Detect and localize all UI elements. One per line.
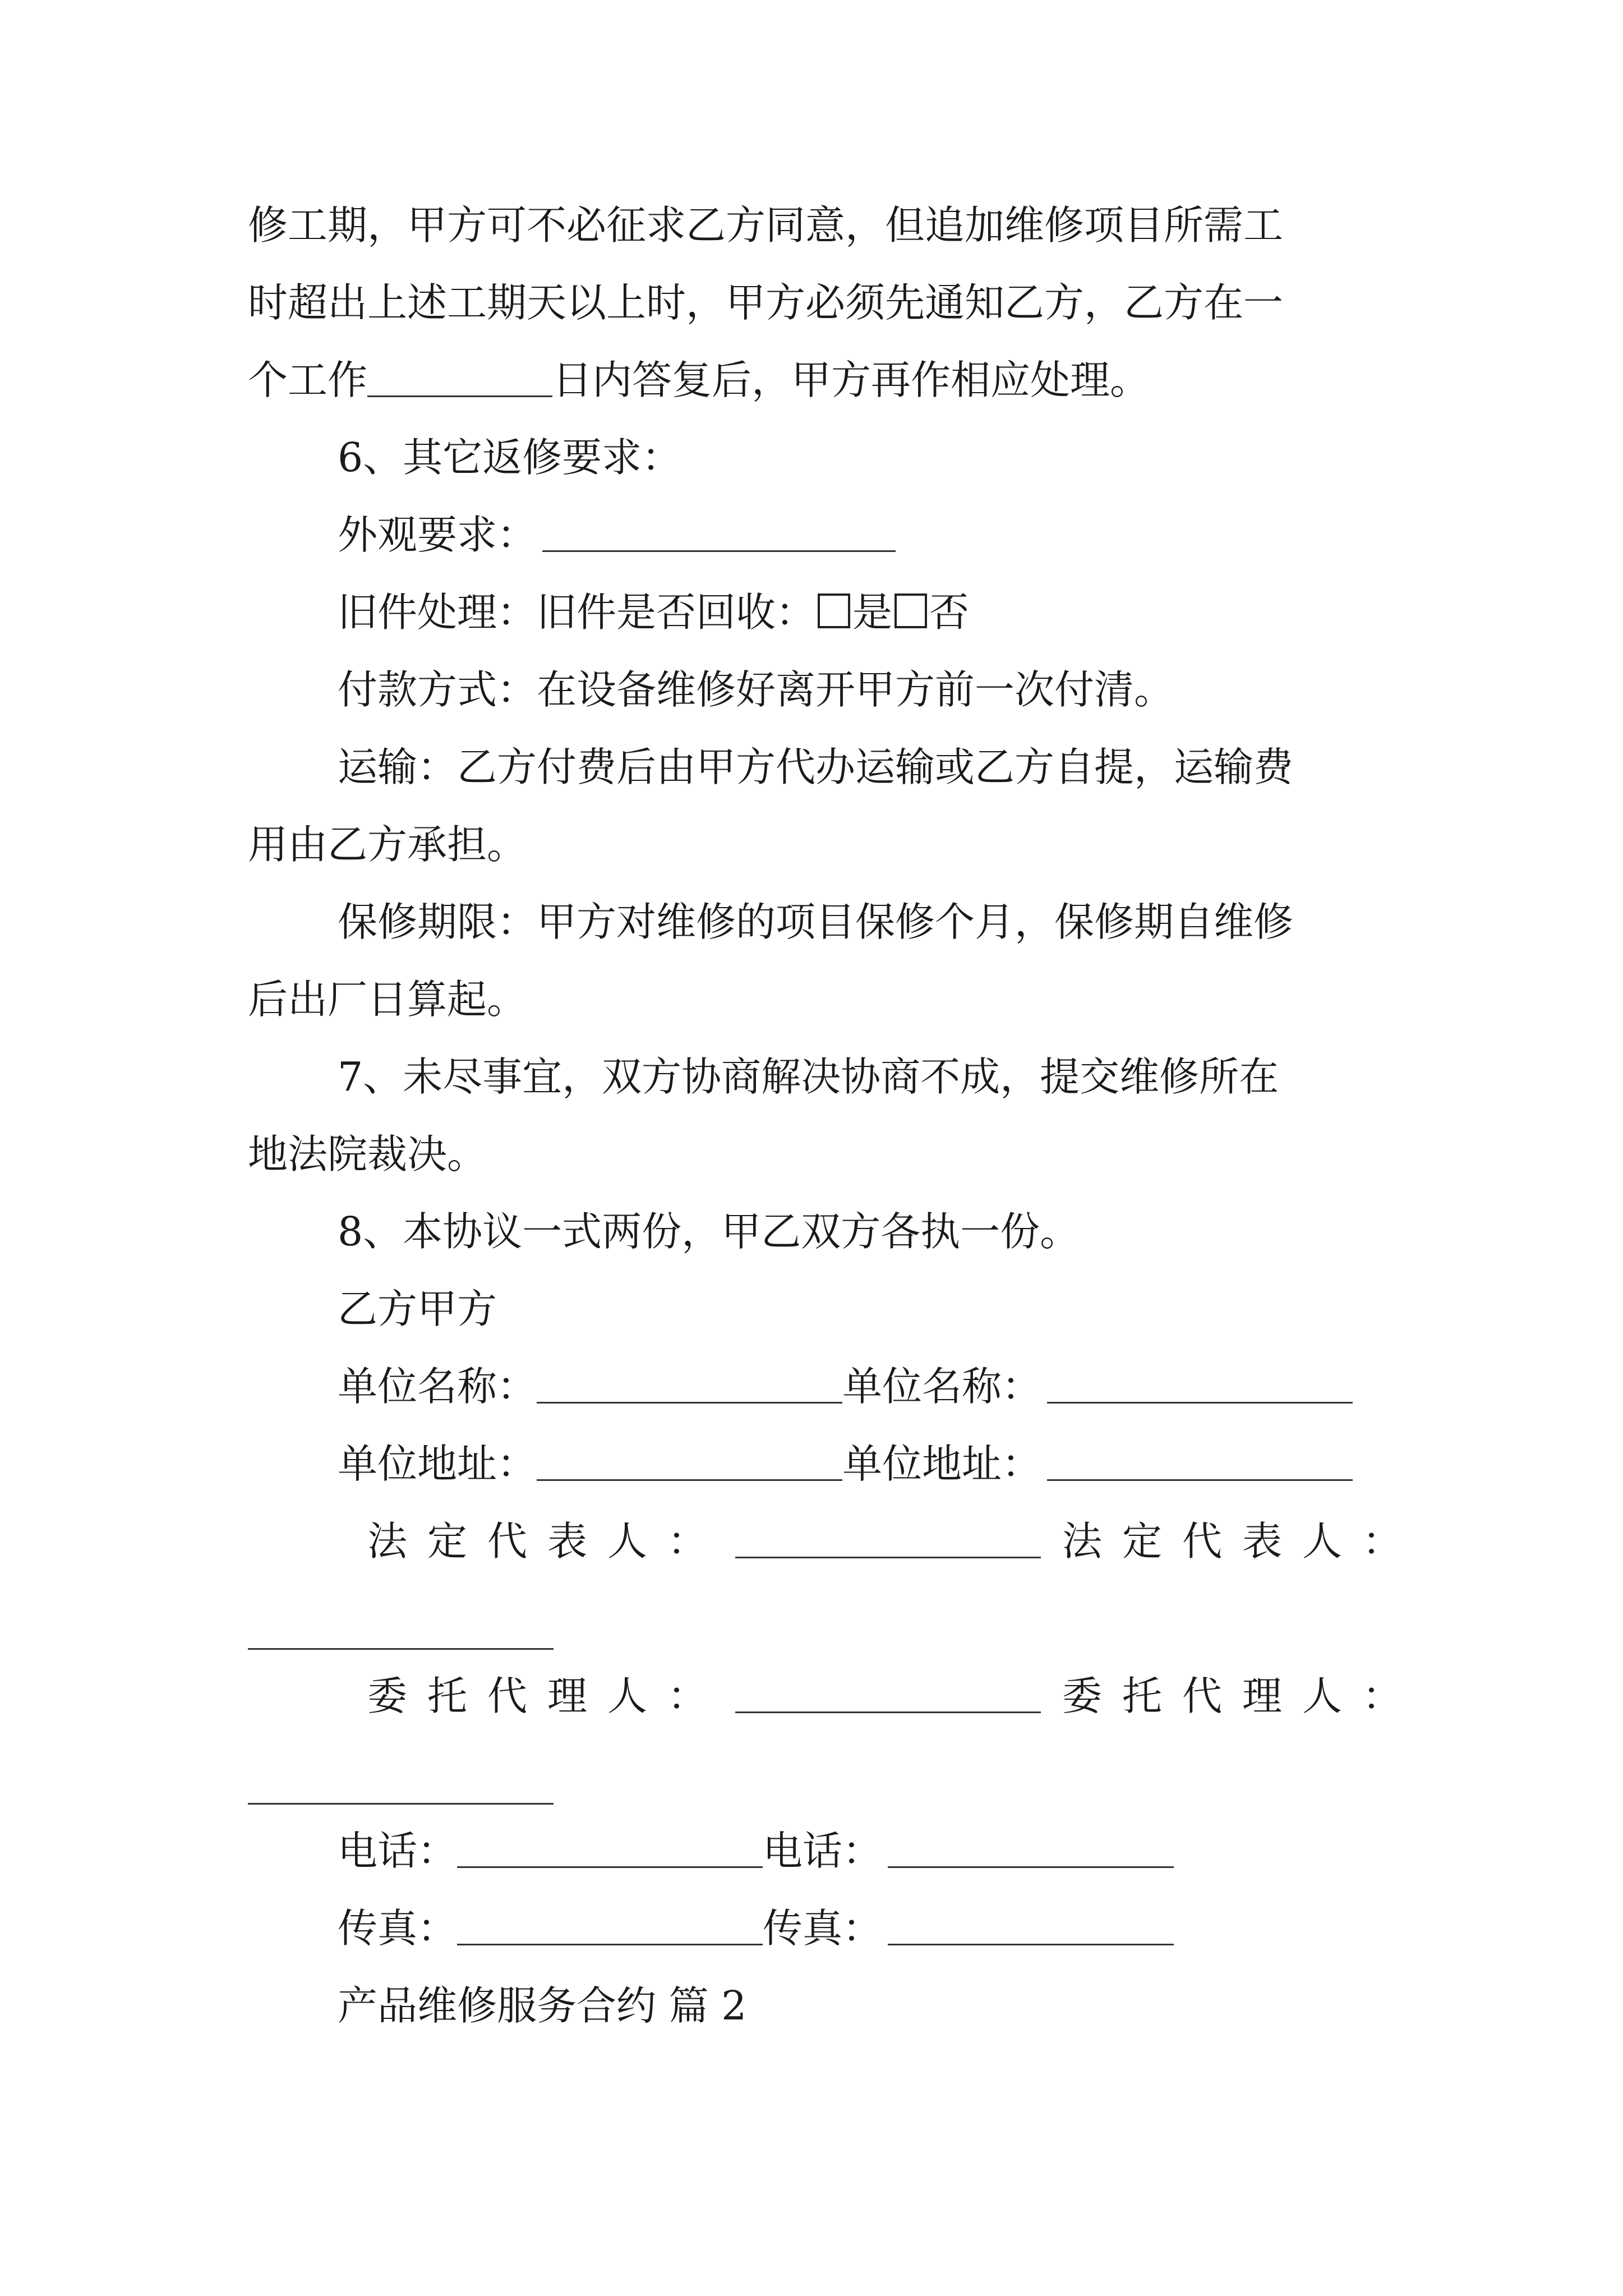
checkbox-yes xyxy=(818,593,850,628)
fill-blank xyxy=(248,1642,554,1650)
warranty-period xyxy=(338,894,1375,950)
paragraph-line xyxy=(248,275,1375,331)
text: 7、未尽事宜，双方协商解决协商不成，提交维修所在 xyxy=(338,1053,1279,1100)
fill-blank xyxy=(542,511,896,552)
payment-method xyxy=(338,662,1375,718)
fill-blank xyxy=(537,1363,842,1404)
label: 法定代表人： xyxy=(1062,1518,1423,1565)
fill-blank xyxy=(1047,1440,1353,1481)
old-parts-handling xyxy=(338,585,1375,641)
label: 外观要求： xyxy=(338,512,537,558)
transport xyxy=(338,739,1375,795)
checkbox-no xyxy=(895,593,927,628)
label: 旧件处理：旧件是否回收： xyxy=(338,589,816,636)
parties-heading xyxy=(338,1281,1375,1337)
option-no: 否 xyxy=(929,589,970,636)
unit-name-row xyxy=(338,1359,1375,1415)
fill-blank xyxy=(1047,1363,1353,1404)
fill-blank xyxy=(537,1440,842,1481)
text: 日内答复后，甲方再作相应处理。 xyxy=(552,357,1150,403)
text: 修工期，甲方可不必征求乙方同意，但追加维修项目所需工 xyxy=(248,202,1284,249)
phone-row xyxy=(338,1823,1375,1879)
fill-blank xyxy=(457,1904,763,1945)
fill-blank xyxy=(888,1904,1174,1945)
text: 6、其它返修要求： xyxy=(338,434,682,481)
text: 运输：乙方付费后由甲方代办运输或乙方自提，运输费 xyxy=(338,744,1294,790)
fill-blank xyxy=(457,1827,763,1868)
fill-blank xyxy=(888,1827,1174,1868)
text: 地法院裁决。 xyxy=(248,1131,487,1177)
paragraph-line xyxy=(248,972,1375,1028)
section-heading xyxy=(338,430,1375,486)
label: 单位名称： xyxy=(338,1363,537,1410)
text: 个工作 xyxy=(248,357,368,403)
label: 单位名称： xyxy=(842,1363,1042,1410)
fill-blank xyxy=(735,1517,1041,1558)
fill-blank xyxy=(367,356,552,397)
fill-blank xyxy=(735,1672,1041,1713)
text: 时超出上述工期天以上时，甲方必须先通知乙方，乙方在一 xyxy=(248,279,1284,326)
legal-rep-row xyxy=(367,1513,1423,1570)
text: 后出厂日算起。 xyxy=(248,976,527,1023)
fax-row xyxy=(338,1901,1375,1957)
text: 产品维修服务合约 篇 2 xyxy=(338,1982,747,2029)
label: 法定代表人： xyxy=(367,1518,728,1565)
clause-8 xyxy=(338,1204,1375,1260)
option-yes: 是 xyxy=(852,589,893,636)
unit-address-row xyxy=(338,1436,1375,1492)
label: 单位地址： xyxy=(842,1441,1042,1487)
text: 用由乙方承担。 xyxy=(248,821,527,868)
agent-row xyxy=(367,1668,1423,1724)
text: 乙方甲方 xyxy=(338,1286,497,1332)
appearance-requirement xyxy=(338,507,1375,563)
paragraph-line xyxy=(248,197,1375,254)
label: 委托代理人： xyxy=(1062,1673,1423,1719)
paragraph-line xyxy=(248,1126,1375,1182)
label: 电话： xyxy=(763,1828,883,1874)
text: 保修期限：甲方对维修的项目保修个月，保修期自维修 xyxy=(338,899,1294,945)
text: 8、本协议一式两份，甲乙双方各执一份。 xyxy=(338,1208,1080,1255)
paragraph-line xyxy=(248,352,1375,408)
text: 付款方式：在设备维修好离开甲方前一次付清。 xyxy=(338,666,1174,713)
label: 单位地址： xyxy=(338,1441,537,1487)
section-title xyxy=(338,1978,1375,2034)
clause-7 xyxy=(338,1049,1375,1105)
fill-blank xyxy=(248,1797,554,1805)
paragraph-line xyxy=(248,817,1375,873)
label: 传真： xyxy=(338,1905,458,1952)
label: 传真： xyxy=(763,1905,883,1952)
label: 委托代理人： xyxy=(367,1673,728,1719)
label: 电话： xyxy=(338,1828,458,1874)
